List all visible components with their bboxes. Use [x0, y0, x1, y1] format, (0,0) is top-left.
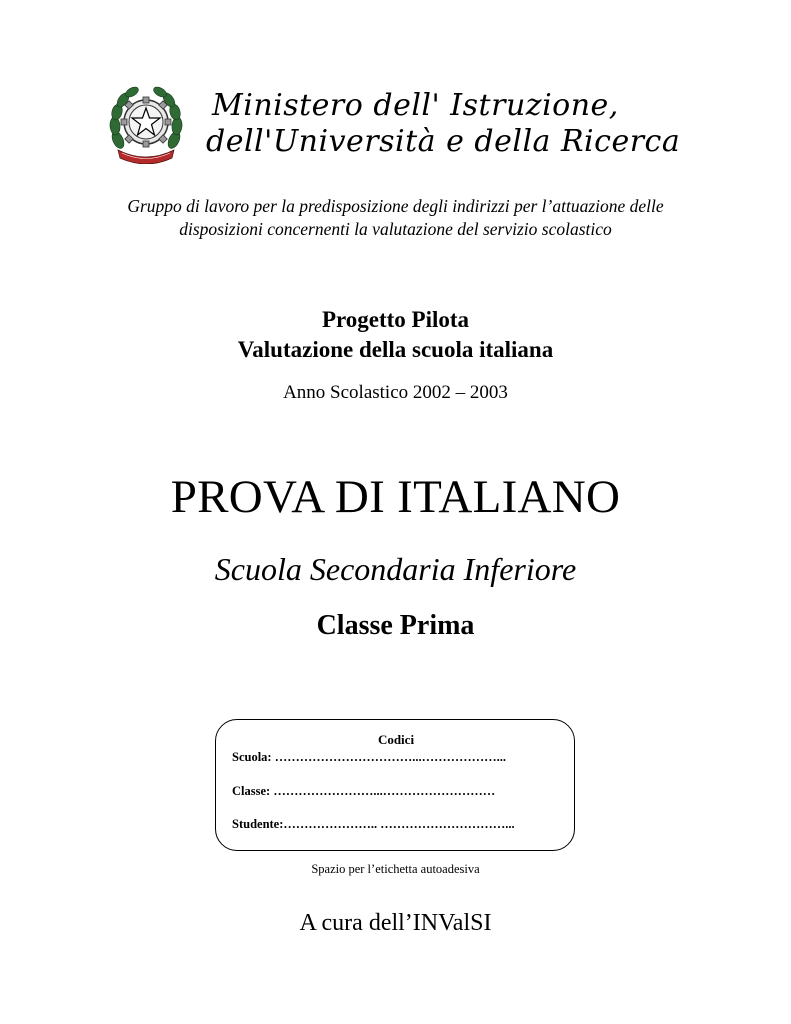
student-code-field: Studente:………………….. …………………………... — [232, 817, 515, 831]
codes-title: Codici — [377, 732, 415, 747]
curated-by: A cura dell’INValSI — [299, 910, 492, 936]
school-year: Anno Scolastico 2002 – 2003 — [283, 382, 508, 403]
working-group-line-2: disposizioni concernenti la valutazione del servizio scolastico — [179, 219, 612, 239]
project-title: Progetto Pilota — [321, 307, 470, 332]
class-code-field: Classe: ……………………...……………………… — [232, 784, 496, 798]
italian-republic-emblem-icon — [108, 84, 184, 164]
codes-box — [215, 719, 575, 851]
project-subtitle: Valutazione della scuola italiana — [237, 337, 554, 362]
ministry-name-line-1: Ministero dell' Istruzione, — [212, 88, 619, 123]
class-level: Classe Prima — [316, 610, 475, 641]
school-level: Scuola Secondaria Inferiore — [214, 551, 577, 587]
ministry-name-line-2: dell'Università e della Ricerca — [206, 124, 681, 159]
working-group-line-1: Gruppo di lavoro per la predisposizione degli indirizzi per l’attuazione delle — [127, 196, 664, 216]
school-code-field: Scuola: ……………………………...………………... — [232, 750, 506, 764]
test-title: PROVA DI ITALIANO — [170, 471, 621, 523]
label-space-note: Spazio per l’etichetta autoadesiva — [311, 862, 480, 876]
